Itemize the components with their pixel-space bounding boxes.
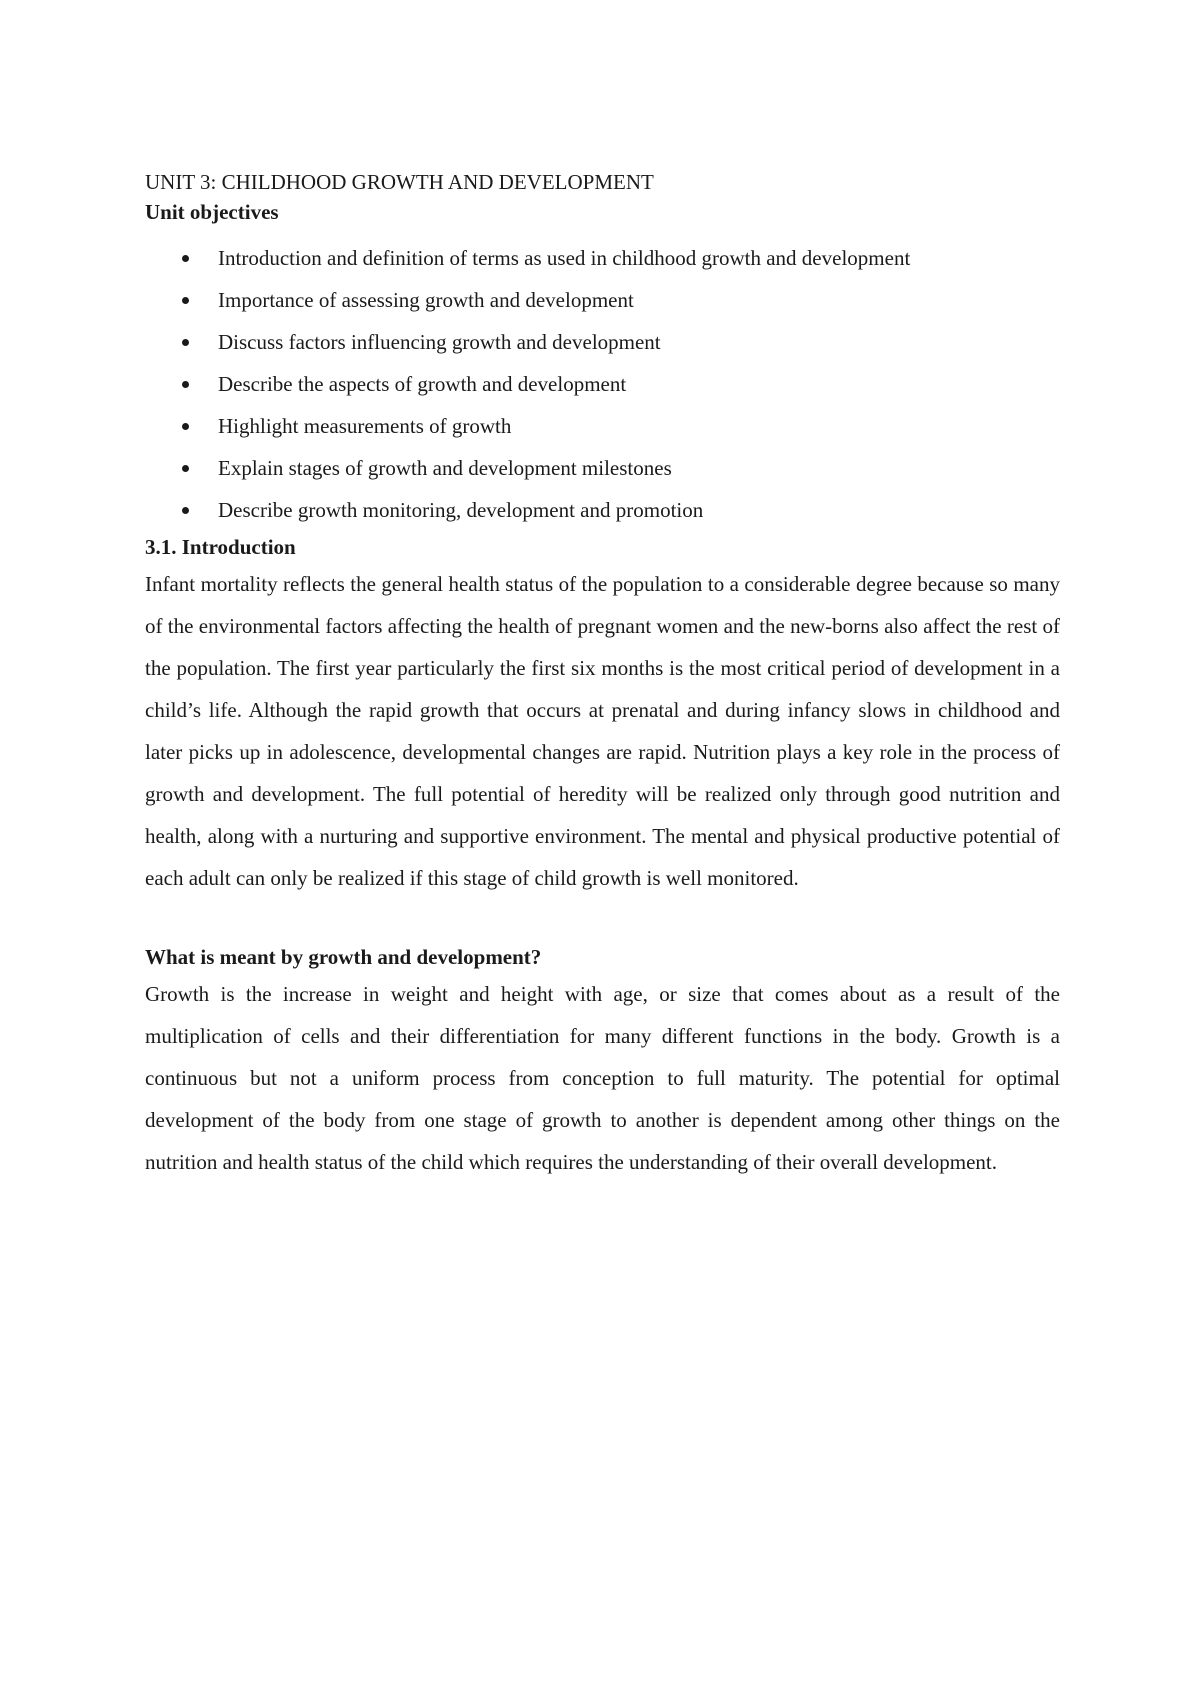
spacer [145, 899, 1060, 941]
objectives-heading: Unit objectives [145, 200, 279, 224]
objectives-list [145, 237, 1060, 531]
list-item [145, 405, 1060, 447]
document-content [145, 167, 1060, 1183]
objective-text: Introduction and definition of terms as used in childhood growth and development [218, 246, 911, 270]
list-item [145, 447, 1060, 489]
objective-text: Describe the aspects of growth and development [218, 372, 627, 396]
unit-title: UNIT 3: CHILDHOOD GROWTH AND DEVELOPMENT [145, 170, 654, 194]
objective-text: Discuss factors influencing growth and development [218, 330, 661, 354]
bullet-icon [182, 297, 189, 304]
intro-heading: 3.1. Introduction [145, 535, 296, 559]
intro-paragraph: Infant mortality reflects the general health status of the population to a considerable degree because so many of the environmental factors affecting the health of pregnant women and the new-borns also affect the rest of the population. The first year particularly the first six months is the most critical period of development in a child’s life. Although the rapid growth that occurs at prenatal and during infancy slows in childhood and later picks up in adolescence, developmental changes are rapid. Nutrition plays a key role in the process of growth and development. The full potential of heredity will be realized only through good nutrition and health, along with a nurturing and supportive environment. The mental and physical productive potential of each adult can only be realized if this stage of child growth is well monitored. [145, 572, 1060, 890]
objective-text: Describe growth monitoring, development and promotion [218, 498, 704, 522]
list-item [145, 321, 1060, 363]
objective-text: Importance of assessing growth and development [218, 288, 634, 312]
bullet-icon [182, 507, 189, 514]
list-item [145, 363, 1060, 405]
bullet-icon [182, 381, 189, 388]
list-item [145, 237, 1060, 279]
bullet-icon [182, 339, 189, 346]
bullet-icon [182, 465, 189, 472]
bullet-icon [182, 423, 189, 430]
list-item [145, 489, 1060, 531]
objective-text: Explain stages of growth and development milestones [218, 456, 672, 480]
growth-heading: What is meant by growth and development? [145, 945, 542, 969]
growth-paragraph: Growth is the increase in weight and height with age, or size that comes about as a result of the multiplication of cells and their differentiation for many different functions in the body. Growth is a continuous but not a uniform process from conception to full maturity. The potential for optimal development of the body from one stage of growth to another is dependent among other things on the nutrition and health status of the child which requires the understanding of their overall development. [145, 982, 1060, 1174]
list-item [145, 279, 1060, 321]
bullet-icon [182, 255, 189, 262]
objective-text: Highlight measurements of growth [218, 414, 512, 438]
